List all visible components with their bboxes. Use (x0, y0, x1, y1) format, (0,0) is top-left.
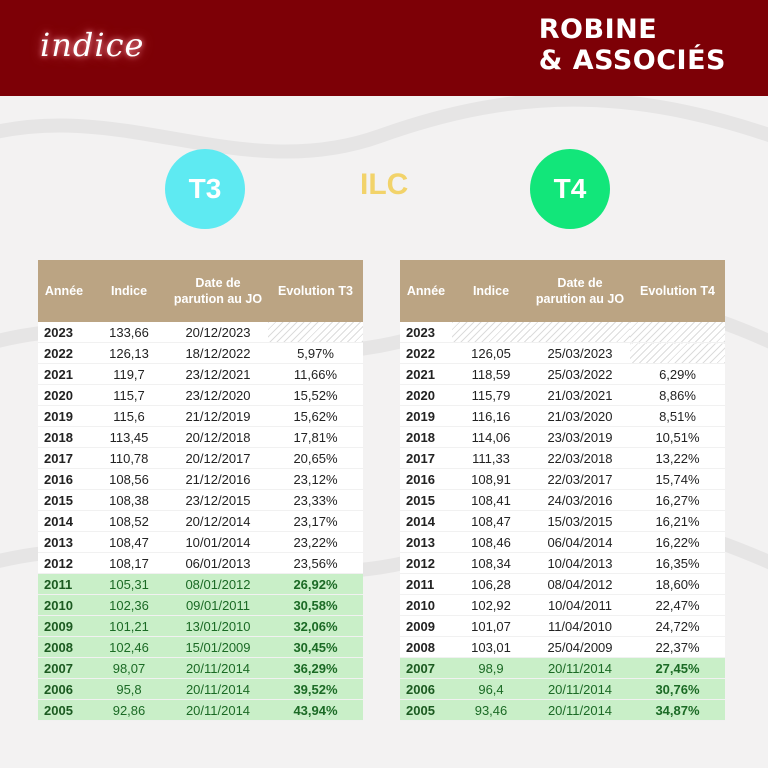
date-cell: 13/01/2010 (168, 616, 268, 637)
header-evolution: Evolution T4 (630, 260, 725, 322)
table-row (38, 616, 363, 637)
year-cell: 2012 (400, 553, 452, 574)
brand-line-2: & ASSOCIÉS (538, 45, 726, 76)
table-row (38, 427, 363, 448)
evolution-cell: 23,12% (268, 469, 363, 490)
evolution-cell: 27,45% (630, 658, 725, 679)
header-indice: Indice (452, 260, 530, 322)
table-row (38, 385, 363, 406)
indice-cell: 113,45 (90, 427, 168, 448)
table-row (38, 595, 363, 616)
date-cell: 22/03/2017 (530, 469, 630, 490)
date-cell: 08/04/2012 (530, 574, 630, 595)
evolution-cell: 18,60% (630, 574, 725, 595)
year-cell: 2022 (400, 343, 452, 364)
indice-cell: 111,33 (452, 448, 530, 469)
date-cell: 21/03/2021 (530, 385, 630, 406)
table-row (400, 448, 725, 469)
table-row (400, 658, 725, 679)
date-cell: 23/12/2021 (168, 364, 268, 385)
evolution-cell: 17,81% (268, 427, 363, 448)
evolution-cell: 5,97% (268, 343, 363, 364)
t3-table (38, 260, 363, 721)
year-cell: 2011 (38, 574, 90, 595)
evolution-cell: 22,37% (630, 637, 725, 658)
date-cell: 06/04/2014 (530, 532, 630, 553)
table-row (38, 637, 363, 658)
indice-cell: 116,16 (452, 406, 530, 427)
indice-cell: 108,38 (90, 490, 168, 511)
table-row (400, 679, 725, 700)
year-cell: 2012 (38, 553, 90, 574)
t4-table-body (400, 322, 725, 721)
date-cell: 15/03/2015 (530, 511, 630, 532)
year-cell: 2019 (38, 406, 90, 427)
year-cell: 2005 (38, 700, 90, 721)
indice-cell: 126,13 (90, 343, 168, 364)
evolution-cell: 23,22% (268, 532, 363, 553)
table-row (400, 574, 725, 595)
year-cell: 2008 (38, 637, 90, 658)
t3-table-body (38, 322, 363, 721)
year-cell: 2019 (400, 406, 452, 427)
indice-cell: 96,4 (452, 679, 530, 700)
date-cell: 20/11/2014 (168, 679, 268, 700)
year-cell: 2015 (38, 490, 90, 511)
evolution-cell: 8,51% (630, 406, 725, 427)
table-row (400, 427, 725, 448)
evolution-cell: 26,92% (268, 574, 363, 595)
evolution-cell: 13,22% (630, 448, 725, 469)
evolution-cell: 8,86% (630, 385, 725, 406)
header-indice: Indice (90, 260, 168, 322)
indice-cell: 102,36 (90, 595, 168, 616)
year-cell: 2018 (400, 427, 452, 448)
evolution-cell: 15,52% (268, 385, 363, 406)
year-cell: 2010 (400, 595, 452, 616)
year-cell: 2023 (38, 322, 90, 343)
year-cell: 2011 (400, 574, 452, 595)
brand-line-1: ROBINE (538, 14, 658, 45)
t3-badge: T3 (165, 149, 245, 229)
date-cell: 21/12/2019 (168, 406, 268, 427)
evolution-cell: 23,56% (268, 553, 363, 574)
year-cell: 2007 (38, 658, 90, 679)
table-row (400, 595, 725, 616)
evolution-cell: 6,29% (630, 364, 725, 385)
date-cell: 23/12/2015 (168, 490, 268, 511)
header-date: Date de parution au JO (530, 260, 630, 322)
year-cell: 2014 (38, 511, 90, 532)
year-cell: 2013 (38, 532, 90, 553)
table-row (400, 616, 725, 637)
evolution-cell: 15,74% (630, 469, 725, 490)
indice-cell: 101,07 (452, 616, 530, 637)
table-row (38, 322, 363, 343)
date-cell: 15/01/2009 (168, 637, 268, 658)
indice-cell: 108,17 (90, 553, 168, 574)
evolution-cell: 20,65% (268, 448, 363, 469)
date-cell: 23/03/2019 (530, 427, 630, 448)
table-row (38, 406, 363, 427)
indice-cell: 95,8 (90, 679, 168, 700)
evolution-cell: 34,87% (630, 700, 725, 721)
indice-cell: 108,47 (452, 511, 530, 532)
indice-cell: 93,46 (452, 700, 530, 721)
evolution-cell: 30,58% (268, 595, 363, 616)
t4-header-row (400, 260, 725, 322)
evolution-cell: 16,27% (630, 490, 725, 511)
t4-table (400, 260, 725, 721)
ilc-title: ILC (360, 168, 409, 201)
date-cell: 20/11/2014 (530, 700, 630, 721)
year-cell: 2018 (38, 427, 90, 448)
evolution-cell: 43,94% (268, 700, 363, 721)
table-row (400, 385, 725, 406)
year-cell: 2006 (400, 679, 452, 700)
indice-cell: 133,66 (90, 322, 168, 343)
indice-cell: 118,59 (452, 364, 530, 385)
evolution-cell: 11,66% (268, 364, 363, 385)
evolution-cell: 16,35% (630, 553, 725, 574)
year-cell: 2008 (400, 637, 452, 658)
year-cell: 2009 (400, 616, 452, 637)
table-row (38, 448, 363, 469)
date-cell: 10/01/2014 (168, 532, 268, 553)
indice-cell: 102,46 (90, 637, 168, 658)
indice-cell: 102,92 (452, 595, 530, 616)
indice-cell: 126,05 (452, 343, 530, 364)
indice-cell: 108,46 (452, 532, 530, 553)
table-row (38, 511, 363, 532)
evolution-cell: 16,21% (630, 511, 725, 532)
indice-cell (452, 322, 530, 343)
year-cell: 2017 (38, 448, 90, 469)
table-row (38, 679, 363, 700)
indice-cell: 108,52 (90, 511, 168, 532)
table-row (38, 490, 363, 511)
header-annee: Année (38, 260, 90, 322)
year-cell: 2021 (38, 364, 90, 385)
indice-cell: 108,56 (90, 469, 168, 490)
indice-cell: 92,86 (90, 700, 168, 721)
indice-cell: 115,6 (90, 406, 168, 427)
table-row (38, 553, 363, 574)
evolution-cell: 23,33% (268, 490, 363, 511)
evolution-cell: 36,29% (268, 658, 363, 679)
t4-badge: T4 (530, 149, 610, 229)
date-cell: 06/01/2013 (168, 553, 268, 574)
evolution-cell (630, 343, 725, 364)
date-cell: 20/12/2018 (168, 427, 268, 448)
evolution-cell (268, 322, 363, 343)
evolution-cell: 30,76% (630, 679, 725, 700)
indice-cell: 115,7 (90, 385, 168, 406)
date-cell: 09/01/2011 (168, 595, 268, 616)
evolution-cell: 23,17% (268, 511, 363, 532)
indice-cell: 106,28 (452, 574, 530, 595)
table-row (400, 637, 725, 658)
table-row (38, 343, 363, 364)
indice-cell: 119,7 (90, 364, 168, 385)
date-cell: 22/03/2018 (530, 448, 630, 469)
date-cell: 11/04/2010 (530, 616, 630, 637)
evolution-cell: 32,06% (268, 616, 363, 637)
indice-cell: 114,06 (452, 427, 530, 448)
table-row (400, 469, 725, 490)
date-cell: 18/12/2022 (168, 343, 268, 364)
date-cell: 20/11/2014 (168, 700, 268, 721)
indice-cell: 108,41 (452, 490, 530, 511)
year-cell: 2013 (400, 532, 452, 553)
table-row (38, 364, 363, 385)
header-date: Date de parution au JO (168, 260, 268, 322)
indice-logo: indice (40, 26, 145, 64)
table-row (400, 364, 725, 385)
year-cell: 2016 (400, 469, 452, 490)
indice-cell: 98,07 (90, 658, 168, 679)
indice-cell: 110,78 (90, 448, 168, 469)
header-annee: Année (400, 260, 452, 322)
header-evolution: Evolution T3 (268, 260, 363, 322)
evolution-cell (630, 322, 725, 343)
year-cell: 2017 (400, 448, 452, 469)
date-cell: 25/03/2023 (530, 343, 630, 364)
evolution-cell: 16,22% (630, 532, 725, 553)
table-row (38, 700, 363, 721)
evolution-cell: 22,47% (630, 595, 725, 616)
date-cell: 20/12/2023 (168, 322, 268, 343)
indice-cell: 105,31 (90, 574, 168, 595)
evolution-cell: 30,45% (268, 637, 363, 658)
year-cell: 2023 (400, 322, 452, 343)
indice-cell: 101,21 (90, 616, 168, 637)
table-row (400, 553, 725, 574)
date-cell: 21/03/2020 (530, 406, 630, 427)
brand-logo (539, 14, 726, 76)
date-cell: 20/12/2014 (168, 511, 268, 532)
date-cell: 20/12/2017 (168, 448, 268, 469)
indice-cell: 115,79 (452, 385, 530, 406)
indice-cell: 103,01 (452, 637, 530, 658)
year-cell: 2010 (38, 595, 90, 616)
date-cell: 20/11/2014 (168, 658, 268, 679)
evolution-cell: 15,62% (268, 406, 363, 427)
year-cell: 2015 (400, 490, 452, 511)
year-cell: 2022 (38, 343, 90, 364)
date-cell: 08/01/2012 (168, 574, 268, 595)
indice-cell: 98,9 (452, 658, 530, 679)
year-cell: 2006 (38, 679, 90, 700)
year-cell: 2005 (400, 700, 452, 721)
table-row (400, 322, 725, 343)
evolution-cell: 24,72% (630, 616, 725, 637)
date-cell: 20/11/2014 (530, 658, 630, 679)
year-cell: 2016 (38, 469, 90, 490)
date-cell: 23/12/2020 (168, 385, 268, 406)
year-cell: 2021 (400, 364, 452, 385)
indice-cell: 108,47 (90, 532, 168, 553)
table-row (38, 574, 363, 595)
table-row (38, 658, 363, 679)
table-row (400, 700, 725, 721)
date-cell: 20/11/2014 (530, 679, 630, 700)
evolution-cell: 10,51% (630, 427, 725, 448)
date-cell: 10/04/2013 (530, 553, 630, 574)
year-cell: 2020 (38, 385, 90, 406)
table-row (400, 511, 725, 532)
table-row (400, 490, 725, 511)
evolution-cell: 39,52% (268, 679, 363, 700)
date-cell: 25/04/2009 (530, 637, 630, 658)
header-banner (0, 0, 768, 96)
table-row (400, 343, 725, 364)
date-cell: 21/12/2016 (168, 469, 268, 490)
year-cell: 2009 (38, 616, 90, 637)
table-row (38, 469, 363, 490)
t3-header-row (38, 260, 363, 322)
table-row (400, 406, 725, 427)
table-row (38, 532, 363, 553)
year-cell: 2020 (400, 385, 452, 406)
table-row (400, 532, 725, 553)
indice-cell: 108,91 (452, 469, 530, 490)
year-cell: 2014 (400, 511, 452, 532)
date-cell (530, 322, 630, 343)
indice-cell: 108,34 (452, 553, 530, 574)
date-cell: 24/03/2016 (530, 490, 630, 511)
year-cell: 2007 (400, 658, 452, 679)
date-cell: 10/04/2011 (530, 595, 630, 616)
date-cell: 25/03/2022 (530, 364, 630, 385)
